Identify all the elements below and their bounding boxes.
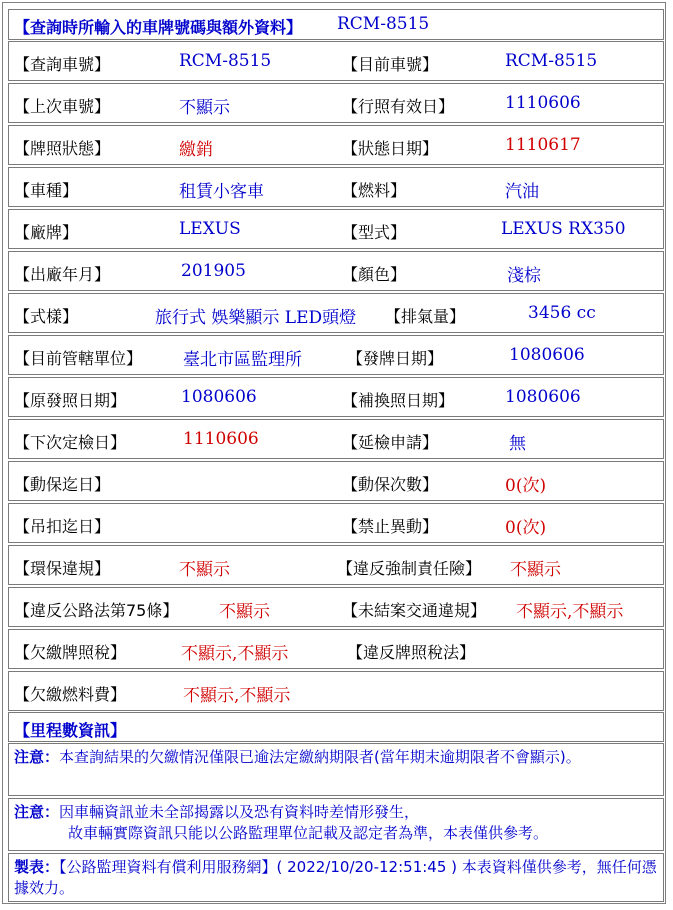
note-2-label: 注意： — [14, 803, 60, 821]
inspection-extension-value: 無 — [509, 434, 526, 454]
jurisdiction-value: 臺北市區監理所 — [183, 350, 302, 370]
seizure-until-label: 【吊扣迄日】 — [14, 517, 111, 536]
original-issue-label: 【原發照日期】 — [14, 391, 127, 410]
note-2-line-2: 故車輛實際資訊只能以公路監理單位記載及認定者為準，本表僅供參考。 — [68, 824, 549, 842]
insurance-count-value: 0(次) — [505, 476, 547, 496]
current-plate-label: 【目前車號】 — [342, 55, 439, 74]
plate-status-value: 繳銷 — [179, 140, 213, 160]
fuel-value: 汽油 — [505, 182, 539, 202]
row-manufacture — [8, 251, 664, 291]
report-table — [2, 2, 666, 904]
current-plate-value: RCM-8515 — [505, 51, 598, 71]
reissue-date-value: 1080606 — [505, 387, 581, 407]
color-value: 淺棕 — [507, 266, 541, 286]
note-1 — [8, 743, 664, 796]
license-valid-value: 1110606 — [505, 93, 581, 113]
manufacture-date-label: 【出廠年月】 — [14, 265, 111, 284]
inspection-extension-label: 【延檢申請】 — [342, 433, 439, 452]
transfer-ban-label: 【禁止異動】 — [342, 517, 439, 536]
note-2 — [8, 798, 664, 851]
note-1-label: 注意： — [14, 748, 60, 766]
style-label: 【式樣】 — [14, 307, 79, 326]
query-plate-label: 【查詢車號】 — [14, 55, 111, 74]
model-label: 【型式】 — [342, 223, 407, 242]
fuel-label: 【燃料】 — [342, 181, 407, 200]
note-1-text: 本查詢結果的欠繳情況僅限已逾法定繳納期限者(當年期末逾期限者不會顯示)。 — [59, 748, 581, 766]
vehicle-type-label: 【車種】 — [14, 181, 79, 200]
header-row — [8, 9, 664, 40]
row-previous — [8, 83, 664, 123]
brand-value: LEXUS — [179, 219, 241, 239]
manufacture-date-value: 201905 — [181, 261, 246, 281]
insurance-until-label: 【動保迄日】 — [14, 475, 111, 494]
row-fuel-fee — [8, 671, 664, 711]
row-jurisdiction — [8, 335, 664, 375]
row-style — [8, 293, 664, 333]
license-tax-violation-label: 【違反牌照稅法】 — [347, 643, 476, 662]
brand-label: 【廠牌】 — [14, 223, 79, 242]
unsettled-violation-label: 【未結案交通違規】 — [342, 601, 487, 620]
highway-law-label: 【違反公路法第75條】 — [14, 601, 179, 620]
unpaid-fuel-fee-value: 不顯示,不顯示 — [183, 686, 291, 706]
mileage-title: 【里程數資訊】 — [14, 721, 127, 740]
license-valid-label: 【行照有效日】 — [342, 97, 455, 116]
row-type — [8, 167, 664, 207]
insurance-count-label: 【動保次數】 — [342, 475, 439, 494]
maker-note — [8, 853, 664, 902]
row-plates — [8, 41, 664, 81]
issue-date-value: 1080606 — [509, 345, 585, 365]
maker-text: 【公路監理資料有償利用服務網】( 2022/10/20-12:51:45 ) 本表資料僅供參考，無任何憑據效力。 — [14, 858, 657, 897]
maker-label: 製表： — [14, 858, 60, 876]
header-plate: RCM-8515 — [337, 14, 430, 34]
highway-law-value: 不顯示 — [219, 602, 270, 622]
plate-status-label: 【牌照狀態】 — [14, 139, 111, 158]
model-value: LEXUS RX350 — [501, 219, 626, 239]
color-label: 【顏色】 — [342, 265, 407, 284]
transfer-ban-value: 0(次) — [505, 518, 547, 538]
vehicle-type-value: 租賃小客車 — [179, 182, 264, 202]
row-seizure — [8, 503, 664, 543]
status-date-label: 【狀態日期】 — [342, 139, 439, 158]
status-date-value: 1110617 — [505, 135, 581, 155]
mileage-row — [8, 712, 664, 742]
unpaid-license-tax-label: 【欠繳牌照稅】 — [14, 643, 127, 662]
previous-plate-label: 【上次車號】 — [14, 97, 111, 116]
issue-date-label: 【發牌日期】 — [347, 349, 444, 368]
header-title: 【查詢時所輸入的車牌號碼與額外資料】 — [14, 18, 303, 37]
row-original-issue — [8, 377, 664, 417]
row-inspection — [8, 419, 664, 459]
style-value: 旅行式 娛樂顯示 LED頭燈 — [155, 308, 357, 328]
unpaid-fuel-fee-label: 【欠繳燃料費】 — [14, 685, 127, 704]
note-2-line-1: 因車輛資訊並未全部揭露以及恐有資料時差情形發生， — [59, 803, 420, 821]
jurisdiction-label: 【目前管轄單位】 — [14, 349, 143, 368]
next-inspection-value: 1110606 — [183, 429, 259, 449]
query-plate-value: RCM-8515 — [179, 51, 272, 71]
row-env — [8, 545, 664, 585]
original-issue-value: 1080606 — [181, 387, 257, 407]
compulsory-insurance-value: 不顯示 — [510, 560, 561, 580]
unsettled-violation-value: 不顯示,不顯示 — [516, 602, 624, 622]
env-violation-label: 【環保違規】 — [14, 559, 111, 578]
row-status — [8, 125, 664, 165]
displacement-label: 【排氣量】 — [385, 307, 466, 326]
displacement-value: 3456 cc — [528, 303, 596, 323]
row-license-tax — [8, 629, 664, 669]
row-highway — [8, 587, 664, 627]
compulsory-insurance-label: 【違反強制責任險】 — [337, 559, 482, 578]
env-violation-value: 不顯示 — [179, 560, 230, 580]
reissue-date-label: 【補換照日期】 — [342, 391, 455, 410]
next-inspection-label: 【下次定檢日】 — [14, 433, 127, 452]
unpaid-license-tax-value: 不顯示,不顯示 — [181, 644, 289, 664]
row-brand — [8, 209, 664, 249]
previous-plate-value: 不顯示 — [179, 98, 230, 118]
row-insurance — [8, 461, 664, 501]
